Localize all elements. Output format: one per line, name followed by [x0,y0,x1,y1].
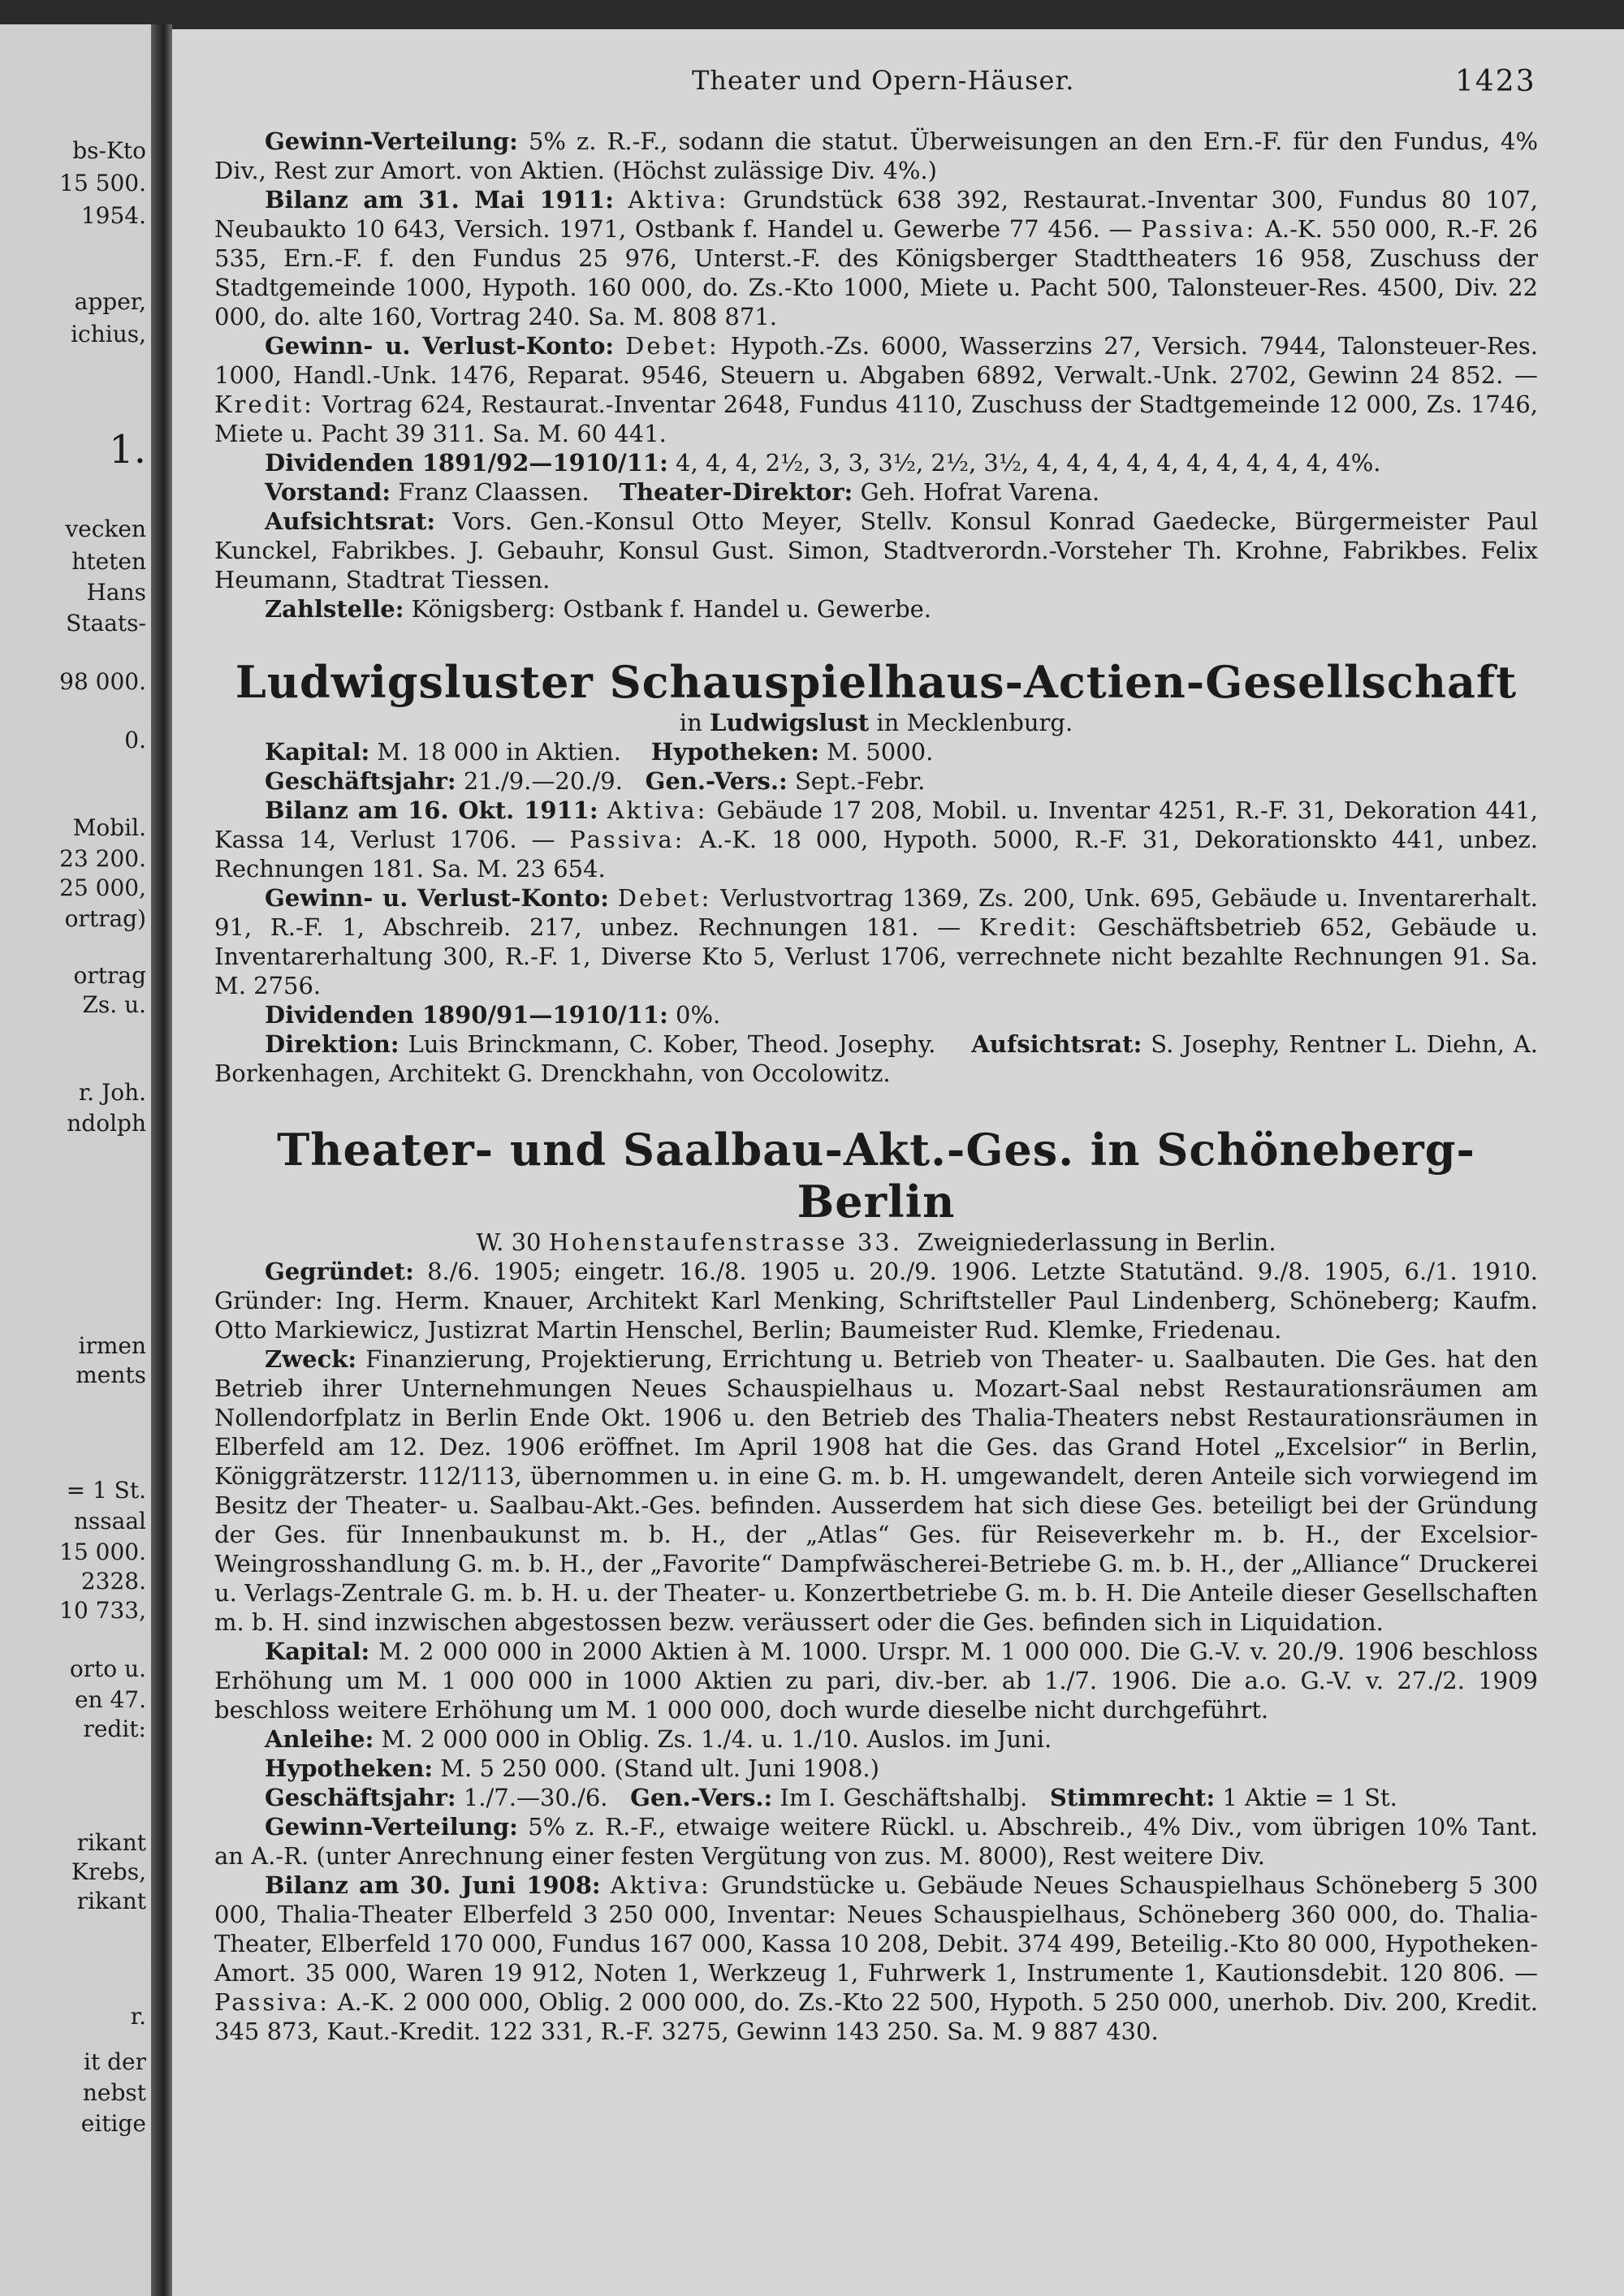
entry3-kapital [214,1637,1538,1724]
label: Direktion: [265,1030,400,1058]
label: Gegründet: [265,1258,414,1285]
document-page [172,29,1624,2296]
fragment-line: nssaal [73,1508,146,1534]
label: Kapital: [265,1638,370,1665]
fragment-line: eitige [80,2110,146,2137]
fragment-line: it der [84,2048,146,2075]
fragment-line: ichius, [71,321,146,347]
fragment-line: apper, [74,288,146,315]
fragment-line: 25 000, [59,874,146,901]
fragment-line: ments [76,1362,146,1388]
fragment-line: Hans [86,579,146,606]
street: Hohenstaufenstrasse 33. [548,1228,903,1256]
text: 1 Aktie = 1 St. [1222,1784,1397,1811]
text: Grundstücke u. Gebäude Neues Schauspielhaus Schöneberg 5 300 000, Thalia-Theater Elberfeld 3 250 000, Inventar: Neues Schauspielhaus, Schöneberg 360 000, do. Thalia-Theater, Elberfeld 170 000, Fundus 167 000, Kassa 10 208, Debit. 374 499, Beteilig.-Kto 80 000, Hypotheken-Amort. 35 000, Waren 19 912, Noten 1, Werkzeug 1, Fuhrwerk 1, Instrumente 1, Kautionsdebit. 120 806. — [214,1871,1539,1987]
fragment-line: 10 733, [59,1597,146,1624]
text: Im I. Geschäftshalbj. [780,1784,1028,1811]
entry2-kapital [214,737,1538,766]
entry3-gegruendet [214,1257,1538,1344]
text: W. 30 [476,1228,542,1256]
entry1-zahlstelle [214,594,1538,624]
fragment-line: irmen [78,1332,146,1359]
label: Bilanz am 30. Juni 1908: [265,1871,601,1899]
running-head [172,65,1624,101]
text: M. 2 000 000 in Oblig. Zs. 1./4. u. 1./10. Auslos. im Juni. [381,1725,1052,1753]
passiva-word: Passiva: [214,1988,330,2016]
fragment-line: 0. [124,727,146,753]
label: Zweck: [265,1345,357,1373]
fragment-line: vecken [65,516,146,542]
fragment-line: en 47. [74,1686,146,1713]
text: 4, 4, 4, 2½, 3, 3, 3½, 2½, 3½, 4, 4, 4, 4, 4, 4, 4, 4, 4, 4, 4%. [676,449,1381,477]
entry3-geschaeftsjahr [214,1783,1538,1812]
book-binding [151,24,172,2296]
entry3-gewinn-verteilung [214,1812,1538,1871]
label: Gewinn- u. Verlust-Konto: [265,884,609,912]
entry1-dividenden [214,448,1538,477]
label: Gewinn-Verteilung: [265,127,518,155]
fragment-line: orto u. [69,1655,146,1682]
text: in [679,709,702,736]
fragment-line: 2328. [80,1568,146,1595]
text: Geh. Hofrat Varena. [860,478,1100,506]
text: Verlustvortrag 1369, Zs. 200, Unk. 695, Gebäude u. Inventarerhalt. 91, R.-F. 1, Abschreib. 217, unbez. Rechnungen 181. — [214,884,1539,941]
text: A.-K. 18 000, Hypoth. 5000, R.-F. 31, Dekorationskto 441, unbez. Rechnungen 181. Sa. M. 23 654. [214,826,1538,883]
label: Bilanz am 16. Okt. 1911: [265,796,598,824]
label: Aufsichtsrat: [265,507,436,535]
fragment-line: hteten [71,548,146,575]
entry3-hypotheken [214,1754,1538,1783]
fragment-line: 98 000. [59,668,146,695]
label: Theater-Direktor: [619,478,853,506]
label: Aufsichtsrat: [971,1030,1142,1058]
text: Hypoth.-Zs. 6000, Wasserzins 27, Versich. 7944, Talonsteuer-Res. 1000, Handl.-Unk. 1476, Reparat. 9546, Steuern u. Abgaben 6892, Verwalt.-Unk. 2702, Gewinn 24 852. — [214,332,1539,389]
entry2-direktion [214,1029,1538,1088]
fragment-line: r. Joh. [78,1079,146,1106]
text: in Mecklenburg. [876,709,1073,736]
text: M. 2 000 000 in 2000 Aktien à M. 1000. Urspr. M. 1 000 000. Die G.-V. v. 20./9. 1906 beschloss Erhöhung um M. 1 000 000 in 1000 Aktien zu pari, div.-ber. ab 1./7. 1906. Die a.o. G.-V. v. 27./2. 1909 beschloss weitere Erhöhung um M. 1 000 000, doch wurde dieselbe nicht durchgeführt. [214,1638,1538,1724]
entry1-vorstand [214,477,1538,507]
entry2-geschaeftsjahr [214,766,1538,796]
text: 5% z. R.-F., sodann die statut. Überweisungen an den Ern.-F. für den Fundus, 4% Div., Rest zur Amort. von Aktien. (Höchst zulässige Div. 4%.) [214,127,1538,184]
entry2-location [214,708,1538,737]
fragment-line: r. [130,2003,146,2030]
city: Ludwigslust [709,709,870,736]
page-content [214,127,1538,2046]
fragment-line: 1954. [80,202,146,229]
kredit-word: Kredit: [214,391,314,418]
entry1-aufsichtsrat [214,507,1538,594]
fragment-line: 1. [109,427,146,473]
fragment-line: 15 000. [59,1539,146,1565]
text: Vortrag 624, Restaurat.-Inventar 2648, Fundus 4110, Zuschuss der Stadtgemeinde 12 000, Zs. 1746, Miete u. Pacht 39 311. Sa. M. 60 441. [214,391,1538,447]
label: Gen.-Vers.: [630,1784,773,1811]
text: 8./6. 1905; eingetr. 16./8. 1905 u. 20./9. 1906. Letzte Statutänd. 9./8. 1905, 6./1. 1910. Gründer: Ing. Herm. Knauer, Architekt Karl Menking, Schriftsteller Paul Lindenberg, Schöneberg; Kaufm. Otto Markiewicz, Justizrat Martin Henschel, Berlin; Baumeister Rud. Klemke, Friedenau. [214,1258,1539,1344]
text: Geschäftsbetrieb 652, Gebäude u. Inventarerhaltung 300, R.-F. 1, Diverse Kto 5, Verlust 1706, verrechnete nicht bezahlte Rechnungen 91. Sa. M. 2756. [214,913,1539,999]
text: Sept.-Febr. [794,767,926,795]
label: Dividenden 1890/91—1910/11: [265,1001,668,1029]
entry2-title: Ludwigsluster Schauspielhaus-Actien-Gesellschaft [235,656,1518,708]
aktiva-word: Aktiva: [607,796,708,824]
text: S. Josephy, Rentner L. Diehn, A. Borkenhagen, Architekt G. Drenckhahn, von Occolowitz. [214,1030,1539,1087]
fragment-line: Mobil. [72,814,146,841]
fragment-line: Zs. u. [82,991,146,1018]
kredit-word: Kredit: [978,913,1079,941]
fragment-line: redit: [83,1716,146,1742]
debet-word: Debet: [617,884,712,912]
label: Gewinn-Verteilung: [265,1813,518,1841]
adjacent-page-fragment [0,24,151,2296]
passiva-word: Passiva: [569,826,685,853]
fragment-line: rikant [76,1829,146,1856]
label: Bilanz am 31. Mai 1911: [265,186,614,214]
text: Zweigniederlassung in Berlin. [917,1228,1276,1256]
entry3-anleihe [214,1724,1538,1754]
fragment-line: Krebs, [71,1858,146,1885]
fragment-line: ortrag [73,962,146,989]
text: A.-K. 2 000 000, Oblig. 2 000 000, do. Zs.-Kto 22 500, Hypoth. 5 250 000, unerhob. Div. 200, Kredit. 345 873, Kaut.-Kredit. 122 331, R.-F. 3275, Gewinn 143 250. Sa. M. 9 887 430. [214,1988,1538,2045]
debet-word: Debet: [625,332,719,360]
fragment-line: rikant [76,1888,146,1914]
entry3-address [214,1228,1538,1257]
text: A.-K. 550 000, R.-F. 26 535, Ern.-F. f. den Fundus 25 976, Unterst.-F. des Königsberger Stadttheaters 16 958, Zuschuss der Stadtgemeinde 1000, Hypoth. 160 000, do. Zs.-Kto 1000, Miete u. Pacht 500, Talonsteuer-Res. 4500, Div. 22 000, do. alte 160, Vortrag 240. Sa. M. 808 871. [214,215,1539,330]
label: Dividenden 1891/92—1910/11: [265,449,668,477]
text: 0%. [676,1001,721,1029]
entry2-dividenden [214,1000,1538,1029]
aktiva-word: Aktiva: [610,1871,711,1899]
fragment-line: Staats- [66,610,146,637]
label: Stimmrecht: [1049,1784,1216,1811]
label: Geschäftsjahr: [265,767,456,795]
label: Hypotheken: [265,1754,434,1782]
running-title: Theater und Opern-Häuser. [692,65,1075,96]
entry1-bilanz [214,185,1538,331]
fragment-line: ndolph [67,1110,146,1137]
text: 1./7.—30./6. [463,1784,608,1811]
label: Vorstand: [265,478,391,506]
entry2-bilanz [214,796,1538,883]
entry3-bilanz [214,1871,1538,2046]
gutter-top [0,0,1624,29]
label: Hypotheken: [650,738,819,766]
label: Anleihe: [265,1725,374,1753]
text: Vors. Gen.-Konsul Otto Meyer, Stellv. Konsul Konrad Gaedecke, Bürgermeister Paul Kunckel, Fabrikbes. J. Gebauhr, Konsul Gust. Simon, Stadtverordn.-Vorsteher Th. Krohne, Fabrikbes. Felix Heumann, Stadtrat Tiessen. [214,507,1539,593]
text: Luis Brinckmann, C. Kober, Theod. Josephy. [408,1030,936,1058]
text: Königsberg: Ostbank f. Handel u. Gewerbe. [411,595,932,623]
text: Grundstück 638 392, Restaurat.-Inventar 300, Fundus 80 107, Neubaukto 10 643, Versich. 1971, Ostbank f. Handel u. Gewerbe 77 456. — [214,186,1539,243]
fragment-line: 23 200. [59,845,146,872]
text: Finanzierung, Projektierung, Errichtung u. Betrieb von Theater- u. Saalbauten. Die Ges. hat den Betrieb ihrer Unternehmungen Neues Schauspielhaus u. Mozart-Saal nebst Restaurationsräumen am Nollendorfplatz in Berlin Ende Okt. 1906 u. den Betrieb des Thalia-Theaters nebst Restaurationsräumen in Elberfeld am 12. Dez. 1906 eröffnet. Im April 1908 hat die Ges. das Grand Hotel „Excelsior“ in Berlin, Königgrätzerstr. 112/113, übernommen u. in eine G. m. b. H. umgewandelt, deren Anteile sich vorwiegend im Besitz der Theater- u. Saalbau-Akt.-Ges. befinden. Ausserdem hat sich diese Ges. beteiligt bei der Gründung der Ges. für Innenbaukunst m. b. H., der „Atlas“ Ges. für Reiseverkehr m. b. H., der Excelsior-Weingrosshandlung G. m. b. H., der „Favorite“ Dampfwäscherei-Betriebe G. m. b. H., der „Alliance“ Druckerei u. Verlags-Zentrale G. m. b. H. u. der Theater- u. Konzertbetriebe G. m. b. H. Die Anteile dieser Gesellschaften m. b. H. sind inzwischen abgestossen bezw. veräussert oder die Ges. befinden sich in Liquidation. [214,1345,1539,1636]
label: Gen.-Vers.: [645,767,788,795]
text: 21./9.—20./9. [463,767,623,795]
passiva-word: Passiva: [1141,215,1257,243]
fragment-line: bs-Kto [72,137,146,164]
entry1-gewinn-verlust-konto [214,331,1538,448]
entry1-gewinn-verteilung [214,127,1538,185]
aktiva-word: Aktiva: [628,186,729,214]
entry2-gewinn-verlust-konto [214,883,1538,1000]
label: Gewinn- u. Verlust-Konto: [265,332,615,360]
fragment-line: = 1 St. [66,1477,146,1504]
fragment-line: 15 500. [59,170,146,196]
text: M. 5000. [827,738,934,766]
label: Geschäftsjahr: [265,1784,456,1811]
text: M. 5 250 000. (Stand ult. Juni 1908.) [440,1754,879,1782]
text: M. 18 000 in Aktien. [377,738,621,766]
text: Gebäude 17 208, Mobil. u. Inventar 4251, R.-F. 31, Dekoration 441, Kassa 14, Verlust 1706. — [214,796,1539,853]
text: Franz Claassen. [398,478,590,506]
fragment-line: ortrag) [64,905,146,932]
label: Kapital: [265,738,370,766]
entry3-title: Theater- und Saalbau-Akt.-Ges. in Schöneberg-Berlin [277,1124,1475,1228]
entry3-zweck [214,1344,1538,1637]
text: 5% z. R.-F., etwaige weitere Rückl. u. Abschreib., 4% Div., vom übrigen 10% Tant. an A.-R. (unter Anrechnung einer festen Vergütung von zus. M. 8000), Rest weitere Div. [214,1813,1538,1870]
label: Zahlstelle: [265,595,404,623]
fragment-line: nebst [82,2079,146,2106]
page-number: 1423 [1455,65,1536,98]
